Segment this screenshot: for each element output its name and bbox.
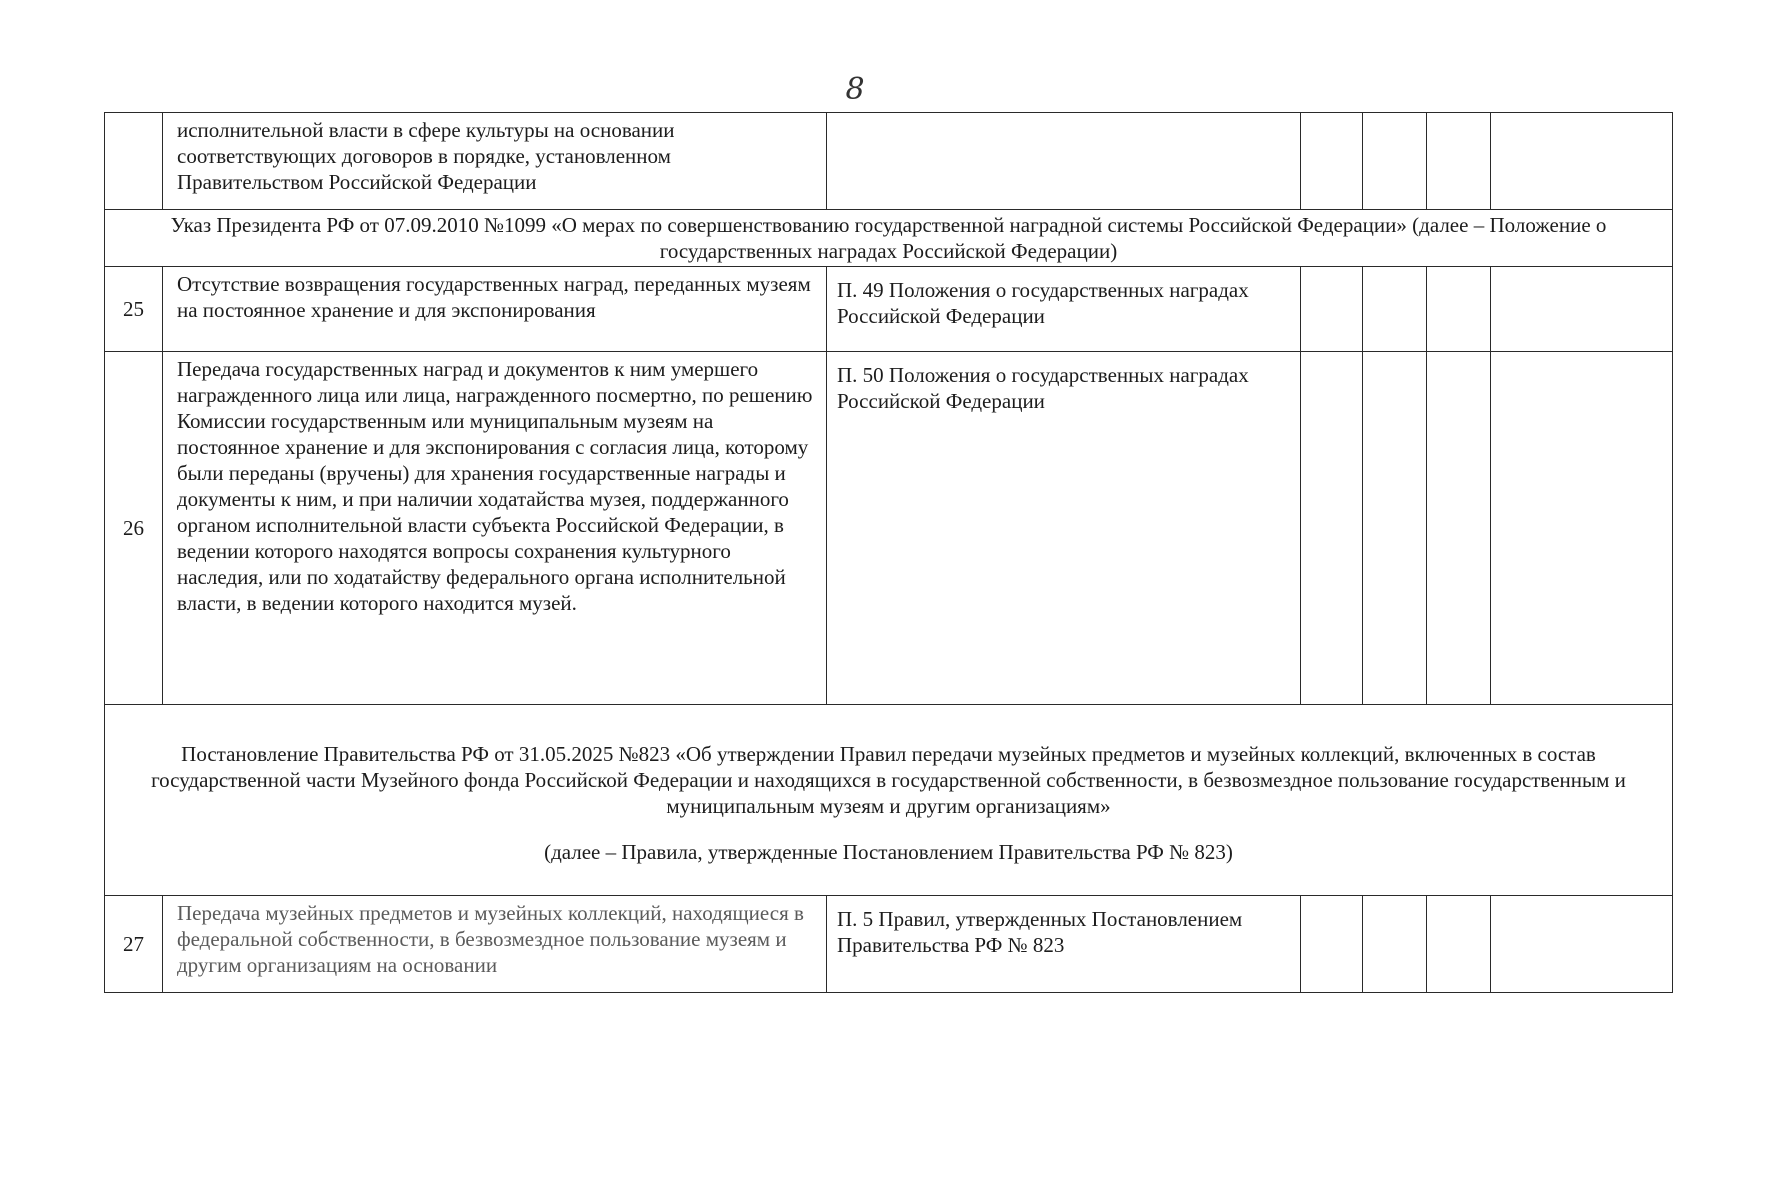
note-cell: [1491, 896, 1673, 993]
requirement-cell: Передача государственных наград и документов к ним умершего награжденного лица или лица, награжденного посмертно, по решению Комиссии государственным или муниципальным музеям на постоянное хранение и для экспонирования с согласия лица, которому были переданы (вручены) для хранения государственные награды и документы к ним, и при наличии ходатайства музея, поддержанного органом исполнительной власти субъекта Российской Федерации, в ведении которого находятся вопросы сохранения культурного наследия, или по ходатайству федерального органа исполнительной власти, в ведении которого находится музей.: [163, 352, 827, 705]
answer-yes-cell: [1301, 896, 1363, 993]
note-cell: [1491, 113, 1673, 210]
answer-no-cell: [1363, 267, 1427, 352]
section-header-resolution: [105, 705, 1673, 896]
reference-cell: [827, 113, 1301, 210]
reference-cell: П. 49 Положения о государственных наградах Российской Федерации: [827, 267, 1301, 352]
section-title-decree: Указ Президента РФ от 07.09.2010 №1099 «О мерах по совершенствованию государственной наградной системы Российской Федерации» (далее – Положение о государственных наградах Российской Федерации): [105, 210, 1673, 267]
table-row-26: [105, 352, 1673, 705]
note-cell: [1491, 267, 1673, 352]
answer-no-cell: [1363, 113, 1427, 210]
row-number-cell: [105, 113, 163, 210]
section-cell-resolution: [105, 705, 1673, 896]
page-number: 8: [845, 72, 865, 107]
answer-yes-cell: [1301, 267, 1363, 352]
row-number-cell: 27: [105, 896, 163, 993]
requirement-cell: Отсутствие возвращения государственных наград, переданных музеям на постоянное хранение и для экспонирования: [163, 267, 827, 352]
answer-no-cell: [1363, 352, 1427, 705]
requirement-cell: исполнительной власти в сфере культуры на основании соответствующих договоров в порядке, установленном Правительством Российской Федерации: [163, 113, 827, 210]
section-header-decree: [105, 210, 1673, 267]
reference-cell: П. 50 Положения о государственных наградах Российской Федерации: [827, 352, 1301, 705]
requirement-cell: Передача музейных предметов и музейных коллекций, находящиеся в федеральной собственности, в безвозмездное пользование музеям и другим организациям на основании: [163, 896, 827, 993]
section-subtitle-resolution: (далее – Правила, утвержденные Постановлением Правительства РФ № 823): [544, 840, 1233, 864]
row-number-cell: 26: [105, 352, 163, 705]
answer-na-cell: [1427, 352, 1491, 705]
reference-cell: П. 5 Правил, утвержденных Постановлением Правительства РФ № 823: [827, 896, 1301, 993]
answer-no-cell: [1363, 896, 1427, 993]
note-cell: [1491, 352, 1673, 705]
answer-yes-cell: [1301, 352, 1363, 705]
answer-na-cell: [1427, 896, 1491, 993]
section-title-resolution: Постановление Правительства РФ от 31.05.2025 №823 «Об утверждении Правил передачи музейных предметов и музейных коллекций, включенных в состав государственной части Музейного фонда Российской Федерации и находящихся в государственной собственности, в безвозмездное пользование государственным и муниципальным музеям и другим организациям»: [151, 742, 1626, 818]
table-row-25: [105, 267, 1673, 352]
requirements-table: [104, 112, 1673, 993]
row-number-cell: 25: [105, 267, 163, 352]
answer-na-cell: [1427, 267, 1491, 352]
answer-na-cell: [1427, 113, 1491, 210]
table-row-27: [105, 896, 1673, 993]
answer-yes-cell: [1301, 113, 1363, 210]
table-row-continuation: [105, 113, 1673, 210]
